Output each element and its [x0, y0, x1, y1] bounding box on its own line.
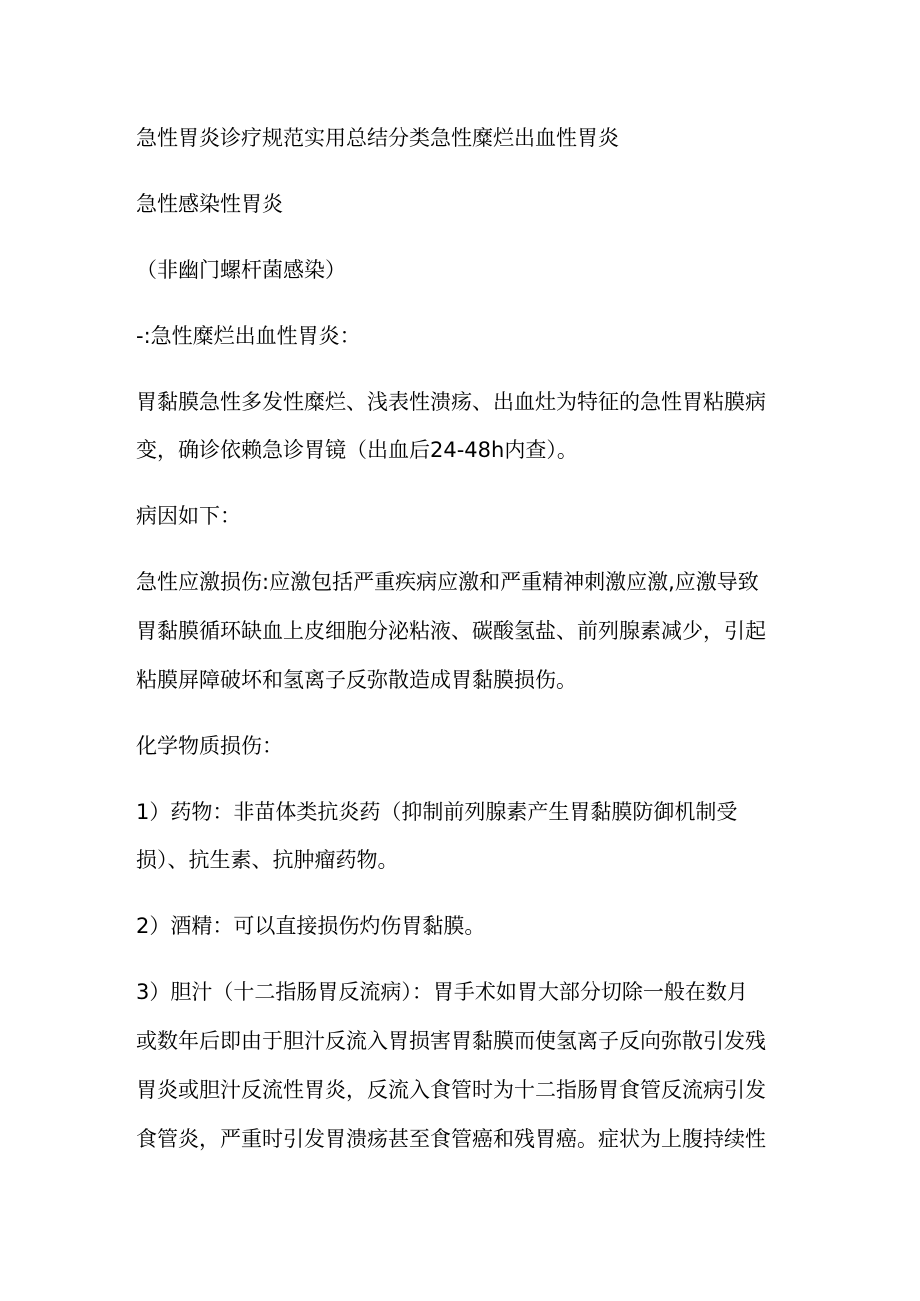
paragraph-definition-line-2: 变，确诊依赖急诊胃镜（出血后24-48h内查）。: [136, 438, 578, 462]
section-heading-infectious: 急性感染性胃炎: [136, 192, 283, 216]
item-bile-line-1: 3）胆汁（十二指肠胃反流病）：胃手术如胃大部分切除一般在数月: [136, 980, 748, 1004]
item-bile-line-2: 或数年后即由于胆汁反流入胃损害胃黏膜而使氢离子反向弥散引发残: [136, 1029, 766, 1053]
item-bile-line-4: 食管炎，严重时引发胃溃疡甚至食管癌和残胃癌。症状为上腹持续性: [136, 1127, 766, 1151]
etiology-heading: 病因如下：: [136, 504, 241, 528]
section-heading-erosive: -:急性糜烂出血性胃炎：: [136, 324, 361, 348]
item-drugs-line-2: 损）、抗生素、抗肿瘤药物。: [136, 848, 399, 872]
item-alcohol: 2）酒精：可以直接损伤灼伤胃黏膜。: [136, 914, 486, 938]
paragraph-stress-line-3: 粘膜屏障破坏和氢离子反弥散造成胃黏膜损伤。: [136, 668, 577, 692]
paragraph-definition-line-1: 胃黏膜急性多发性糜烂、浅表性溃疡、出血灶为特征的急性胃粘膜病: [136, 390, 766, 414]
document-title: 急性胃炎诊疗规范实用总结分类急性糜烂出血性胃炎: [136, 126, 619, 150]
item-drugs-line-1: 1）药物：非苗体类抗炎药（抑制前列腺素产生胃黏膜防御机制受: [136, 800, 738, 824]
paragraph-stress-line-2: 胃黏膜循环缺血上皮细胞分泌粘液、碳酸氢盐、前列腺素减少，引起: [136, 619, 766, 643]
paragraph-stress-line-1: 急性应激损伤:应激包括严重疾病应激和严重精神刺激应激,应激导致: [136, 570, 759, 594]
chemical-injury-heading: 化学物质损伤：: [136, 734, 283, 758]
section-subheading-non-hp: （非幽门螺杆菌感染）: [136, 258, 346, 282]
item-bile-line-3: 胃炎或胆汁反流性胃炎，反流入食管时为十二指肠胃食管反流病引发: [136, 1078, 766, 1102]
